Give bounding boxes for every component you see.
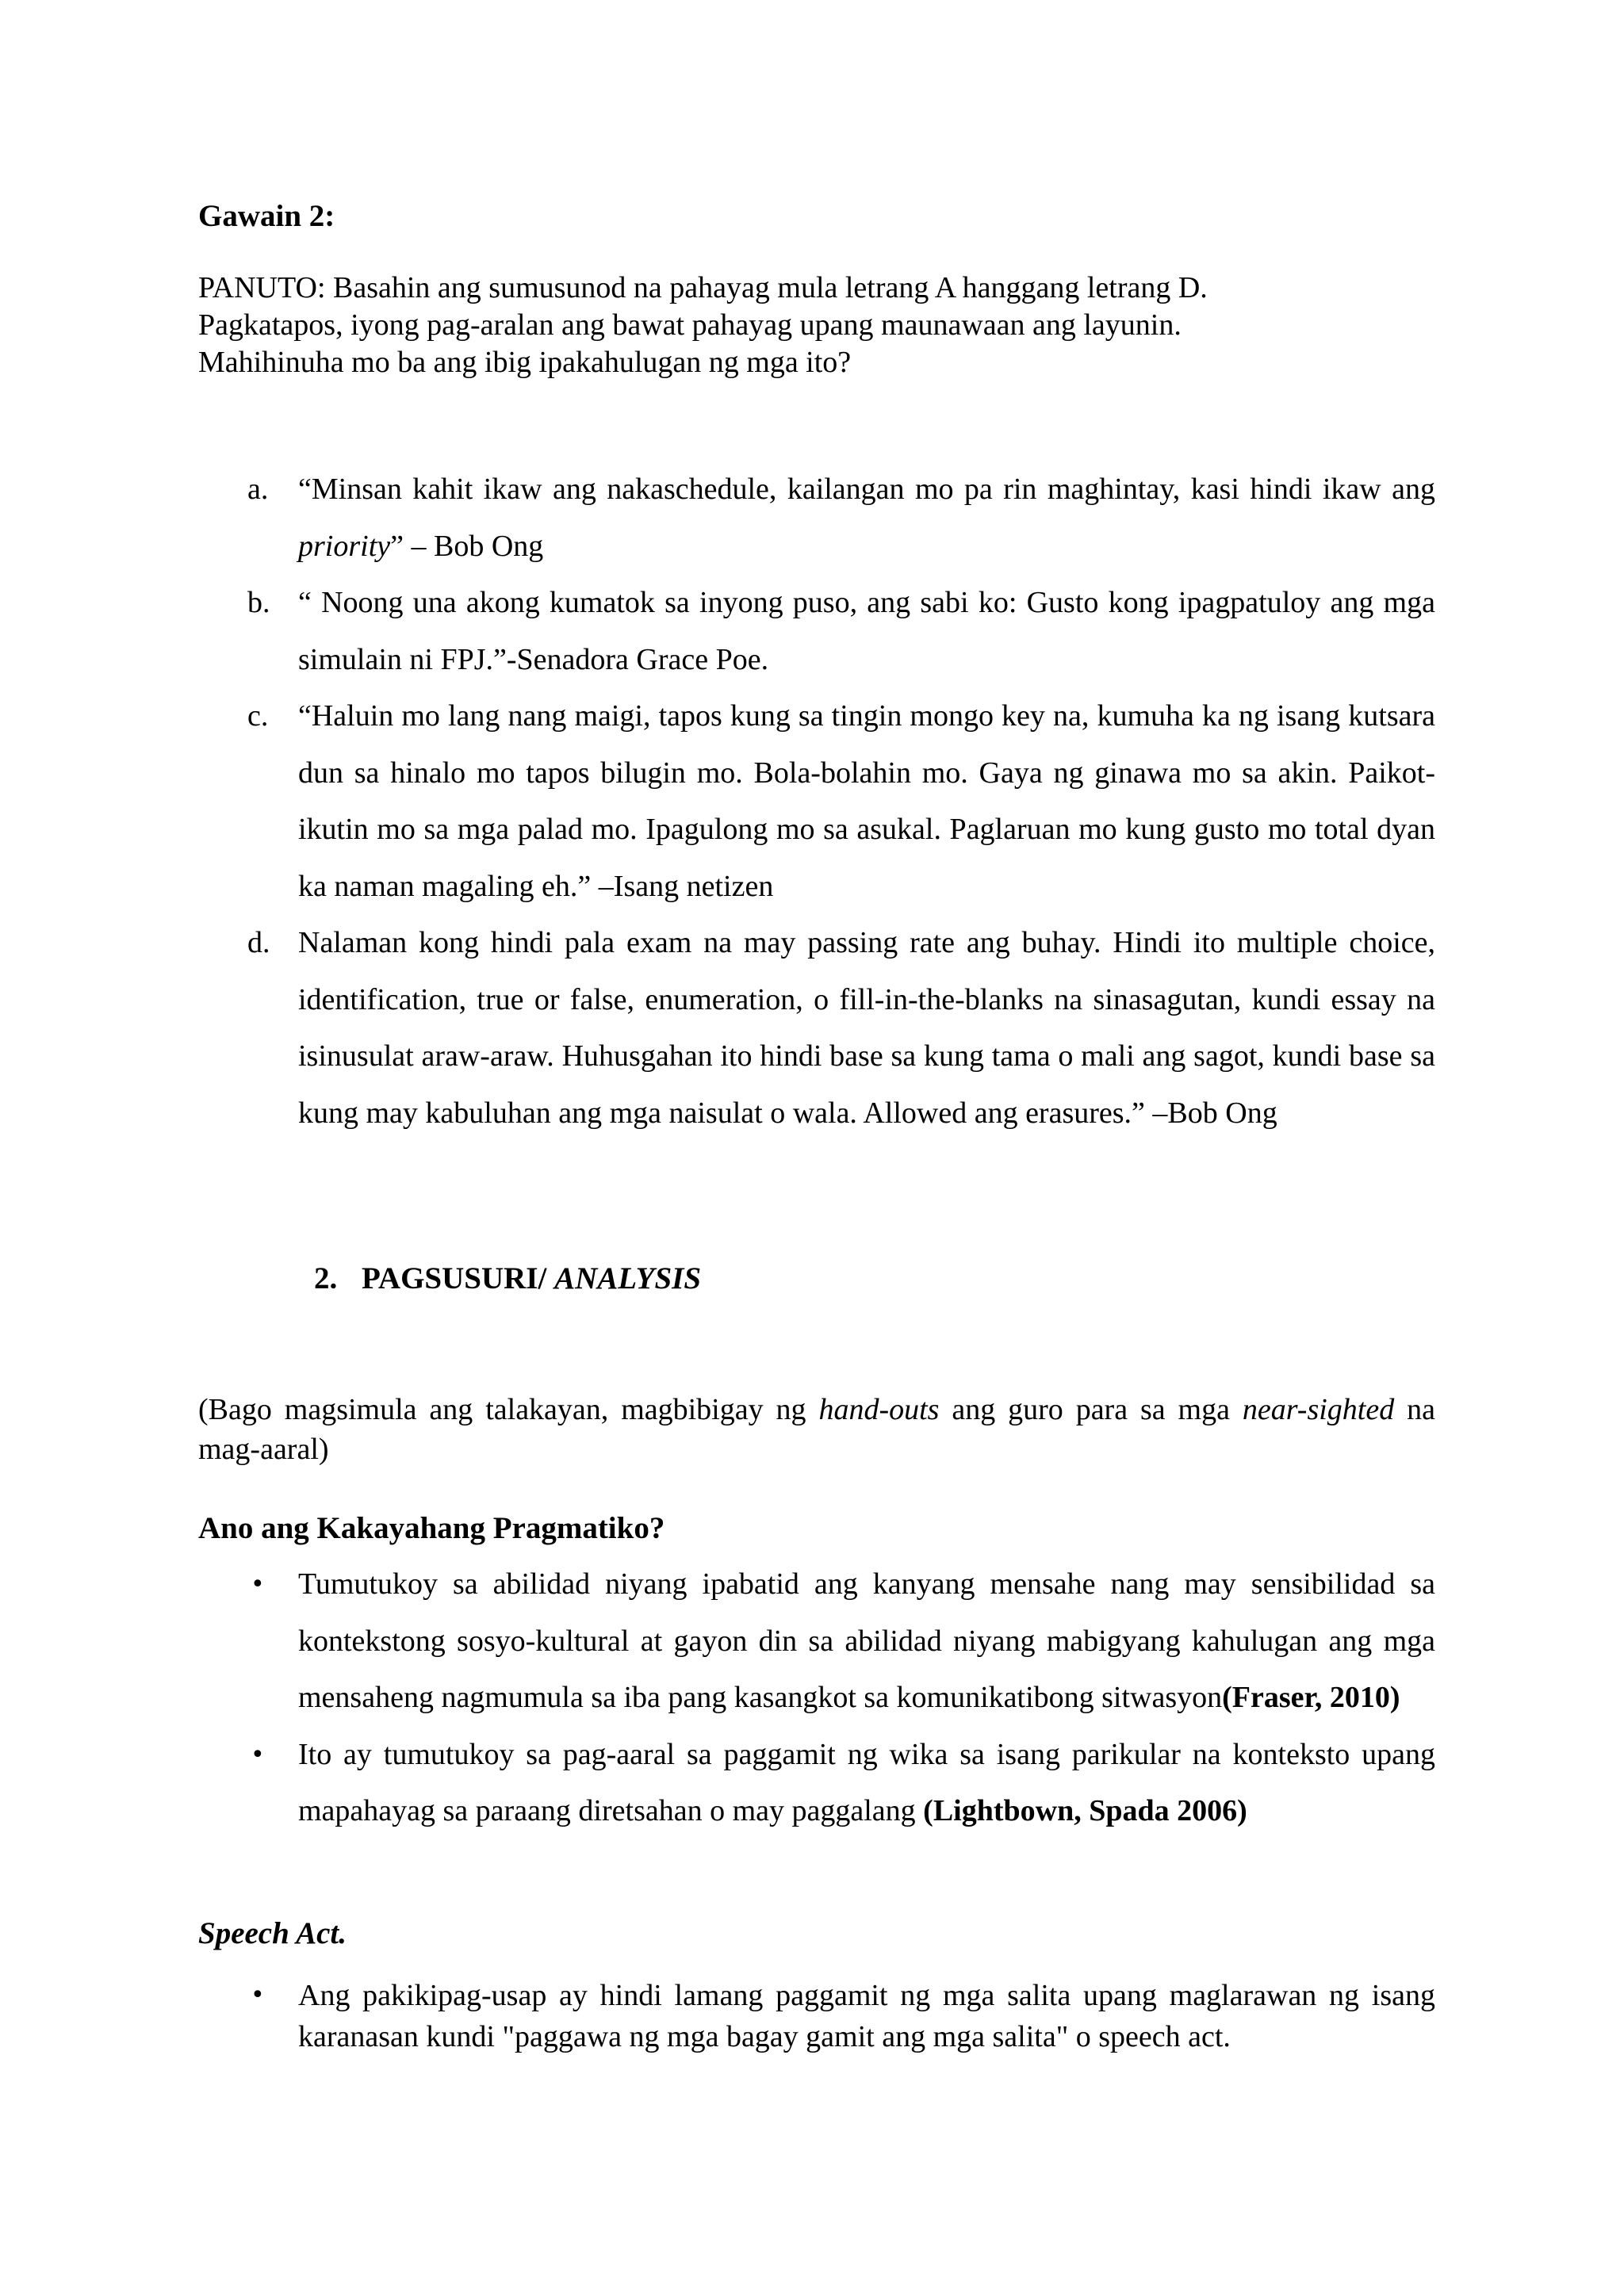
bullet-icon: • (251, 1981, 265, 2009)
instructions (198, 270, 1435, 381)
bullet-text: Ang pakikipag-usap ay hindi lamang paggamit ng mga salita upang maglarawan ng isang karanasan kundi "paggawa ng mga bagay gamit ang mga salita" o speech act. (298, 1979, 1435, 2053)
citation: (Lightbown, Spada 2006) (923, 1794, 1247, 1827)
quote-text: “ Noong una akong kumatok sa inyong puso, ang sabi ko: Gusto kong ipagpatuloy ang mga simulain ni FPJ.”-Senadora Grace Poe. (298, 586, 1435, 676)
note-italic: near-sighted (1242, 1393, 1395, 1426)
handout-note (198, 1390, 1435, 1469)
bullet-text: Ito ay tumutukoy sa pag-aaral sa paggamit ng wika sa isang parikular na konteksto upang mapahayag sa paraang diretsahan o may paggalang (298, 1737, 1435, 1827)
list-item (198, 1975, 1435, 2057)
section-title: PAGSUSURI/ (362, 1261, 555, 1295)
gawain-title: Gawain 2: (198, 199, 335, 233)
quote-text: “Minsan kahit ikaw ang nakaschedule, kailangan mo pa rin maghintay, kasi hindi ikaw ang (298, 473, 1435, 506)
quote-text: “Haluin mo lang nang maigi, tapos kung sa tingin mongo key na, kumuha ka ng isang kutsara dun sa hinalo mo tapos bilugin mo. Bola-bolahin mo. Gaya ng ginawa mo sa akin. Paikot-ikutin mo sa mga palad mo. Ipagulong mo sa asukal. Paglaruan mo kung gusto mo total dyan ka naman magaling eh.” –Isang netizen (298, 699, 1435, 903)
pragmatiko-bullets (198, 1556, 1435, 1840)
list-item (198, 1556, 1435, 1727)
quote-list (198, 461, 1435, 1142)
instruction-line: PANUTO: Basahin ang sumusunod na pahayag mula letrang A hanggang letrang D. (198, 271, 1208, 304)
bullet-text: Tumutukoy sa abilidad niyang ipabatid ang kanyang mensahe nang may sensibilidad sa kontekstong sosyo-kultural at gayon din sa abilidad niyang mabigyang kahulugan ang mga mensaheng nagmumula sa iba pang kasangkot sa komunikatibong sitwasyon (298, 1567, 1435, 1714)
speech-act-bullets (198, 1975, 1435, 2057)
list-marker: d. (247, 926, 270, 959)
list-marker: a. (247, 473, 269, 506)
bullet-icon: • (251, 1740, 265, 1769)
instruction-line: Pagkatapos, iyong pag-aralan ang bawat pahayag upang maunawaan ang layunin. (198, 308, 1182, 342)
quote-text-italic: priority (298, 529, 391, 563)
quote-item-b (198, 575, 1435, 688)
quote-item-a (198, 461, 1435, 575)
quote-item-d (198, 915, 1435, 1142)
section-number: 2. (314, 1261, 338, 1295)
list-marker: c. (247, 699, 269, 733)
instruction-line: Mahihinuha mo ba ang ibig ipakahulugan ng mga ito? (198, 346, 852, 379)
quote-attribution: ” – Bob Ong (390, 529, 544, 563)
note-text: ang guro para sa mga (939, 1393, 1243, 1426)
quote-text: Nalaman kong hindi pala exam na may passing rate ang buhay. Hindi ito multiple choice, identification, true or false, enumeration, o fill-in-the-blanks na sinasagutan, kundi essay na isinusulat araw-araw. Huhusgahan ito hindi base sa kung tama o mali ang sagot, kundi base sa kung may kabuluhan ang mga naisulat o wala. Allowed ang erasures.” –Bob Ong (298, 926, 1435, 1130)
note-text: na mag-aaral) (198, 1393, 1435, 1466)
section-heading-analysis (314, 1259, 701, 1299)
citation: (Fraser, 2010) (1222, 1681, 1400, 1714)
quote-item-c (198, 688, 1435, 915)
bullet-icon: • (251, 1571, 265, 1598)
note-italic: hand-outs (818, 1393, 940, 1426)
speech-act-heading: Speech Act. (198, 1916, 347, 1950)
list-marker: b. (247, 586, 270, 619)
list-item (198, 1727, 1435, 1840)
pragmatiko-heading: Ano ang Kakayahang Pragmatiko? (198, 1511, 665, 1545)
note-text: (Bago magsimula ang talakayan, magbibigay ng (198, 1393, 819, 1426)
section-title-italic: ANALYSIS (554, 1261, 702, 1295)
